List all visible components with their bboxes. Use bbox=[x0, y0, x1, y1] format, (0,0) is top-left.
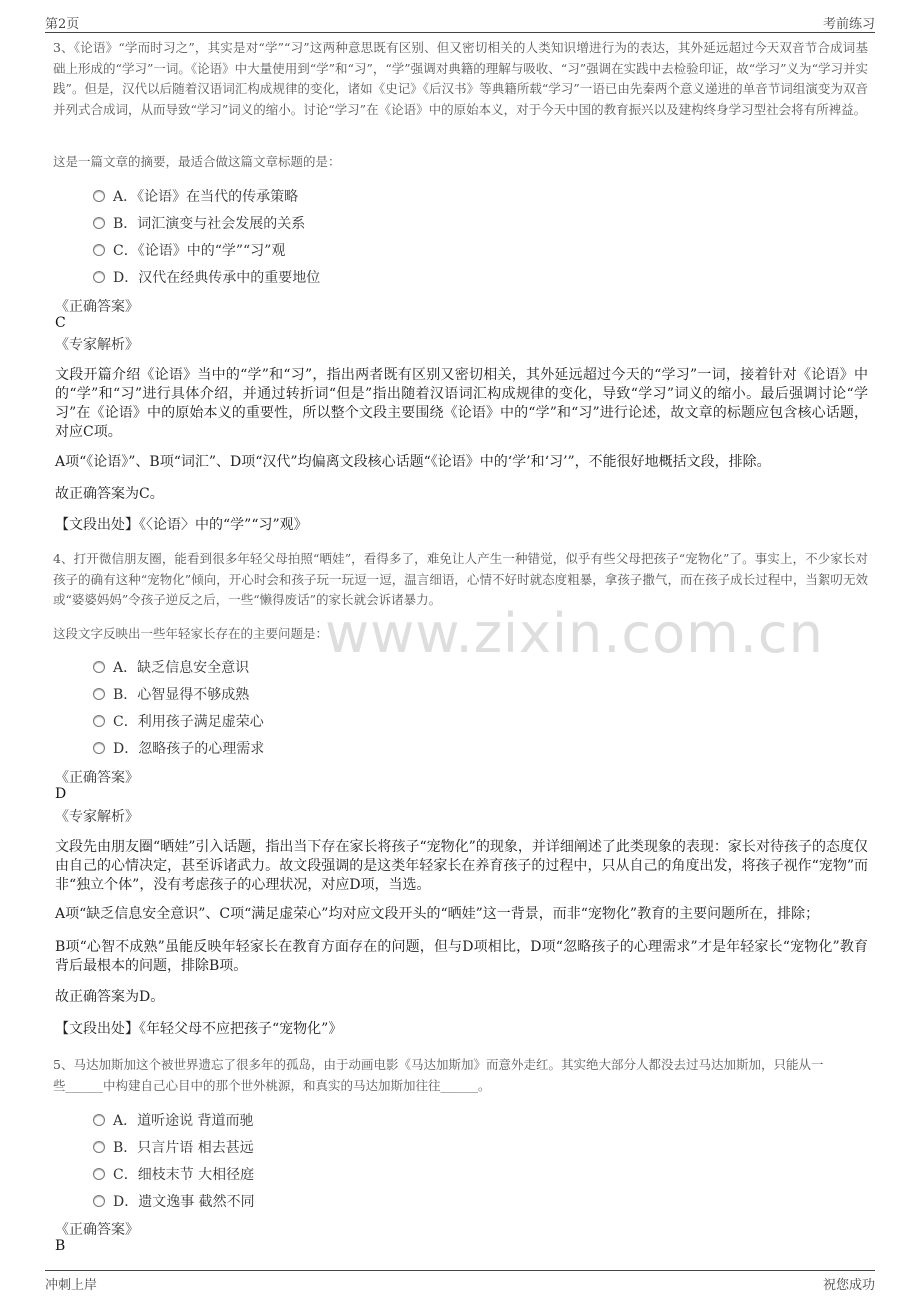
q4-analysis-p3: B项“心智不成熟”虽能反映年轻家长在教育方面存在的问题，但与D项相比，D项“忽略孩子的心理需求”才是年轻家长“宠物化”教育背后最根本的问题，排除B项。 bbox=[55, 939, 868, 974]
radio-icon[interactable] bbox=[93, 715, 105, 727]
q3-answer-label: 《正确答案》 bbox=[55, 299, 139, 315]
radio-icon[interactable] bbox=[93, 1114, 105, 1126]
q4-analysis-label: 《专家解析》 bbox=[55, 809, 139, 825]
q3-option-b[interactable]: B．词汇演变与社会发展的关系 bbox=[93, 213, 305, 233]
radio-icon[interactable] bbox=[93, 190, 105, 202]
footer-right-text: 祝您成功 bbox=[822, 1278, 875, 1293]
q4-prompt: 这段文字反映出一些年轻家长存在的主要问题是： bbox=[53, 626, 329, 641]
q4-analysis-p4: 故正确答案为D。 bbox=[55, 989, 165, 1005]
radio-icon[interactable] bbox=[93, 1168, 105, 1180]
radio-icon[interactable] bbox=[93, 217, 105, 229]
q4-analysis-p1: 文段先由朋友圈“晒娃”引入话题，指出当下存在家长将孩子“宠物化”的现象，并详细阐述了此类现象的表现：家长对待孩子的态度仅由自己的心情决定，甚至诉诸武力。故文段强调的是这类年轻家长在养育孩子的过程中，只从自己的角度出发，将孩子视作“宠物”而非“独立个体”，没有考虑孩子的心理状况，对应D项，当选。 bbox=[55, 839, 868, 893]
q4-analysis-p2: A项“缺乏信息安全意识”、C项“满足虚荣心”均对应文段开头的“晒娃”这一背景，而非“宠物化”教育的主要问题所在，排除； bbox=[55, 906, 820, 922]
q5-passage-line1: 5、马达加斯加这个被世界遗忘了很多年的孤岛，由于动画电影《马达加斯加》而意外走红。其实绝大部分人都没去过马达加斯加，只能从一 bbox=[53, 1057, 824, 1072]
q5-option-b[interactable]: B．只言片语 相去甚远 bbox=[93, 1137, 254, 1157]
q3-option-d[interactable]: D．汉代在经典传承中的重要地位 bbox=[93, 267, 320, 287]
q4-option-d[interactable]: D．忽略孩子的心理需求 bbox=[93, 738, 264, 758]
q4-answer-label: 《正确答案》 bbox=[55, 770, 139, 786]
page-footer bbox=[45, 1270, 875, 1293]
header-title: 考前练习 bbox=[822, 17, 875, 32]
q4-answer: D bbox=[55, 786, 67, 802]
radio-icon[interactable] bbox=[93, 661, 105, 673]
footer-left-text: 冲刺上岸 bbox=[45, 1278, 98, 1293]
page-header bbox=[45, 10, 875, 33]
q3-prompt: 这是一篇文章的摘要，最适合做这篇文章标题的是： bbox=[53, 154, 341, 169]
page-number: 第2页 bbox=[45, 17, 80, 32]
q3-option-a[interactable]: A．《论语》在当代的传承策略 bbox=[93, 186, 298, 206]
q3-answer: C bbox=[55, 315, 66, 331]
q4-option-a[interactable]: A．缺乏信息安全意识 bbox=[93, 657, 249, 677]
radio-icon[interactable] bbox=[93, 1141, 105, 1153]
q5-option-c[interactable]: C．细枝末节 大相径庭 bbox=[93, 1164, 254, 1184]
q3-analysis-p3: 故正确答案为C。 bbox=[55, 486, 164, 502]
q5-passage-line2: 些______中构建自己心目中的那个世外桃源，和真实的马达加斯加往往______。 bbox=[53, 1078, 491, 1093]
radio-icon[interactable] bbox=[93, 1195, 105, 1207]
q4-passage: 4、打开微信朋友圈，能看到很多年轻父母拍照“晒娃”，看得多了，难免让人产生一种错觉，似乎有些父母把孩子“宠物化”了。事实上，不少家长对孩子的确有这种“宠物化”倾向，开心时会和孩子玩一玩逗一逗，温言细语，心情不好时就态度粗暴，拿孩子撒气，而在孩子成长过程中，当絮叨无效或“婆婆妈妈”令孩子逆反之后，一些“懒得废话”的家长就会诉诸暴力。 bbox=[53, 551, 868, 607]
q4-option-b[interactable]: B．心智显得不够成熟 bbox=[93, 684, 249, 704]
radio-icon[interactable] bbox=[93, 688, 105, 700]
q5-answer: B bbox=[55, 1238, 66, 1254]
q5-option-a[interactable]: A．道听途说 背道而驰 bbox=[93, 1110, 254, 1130]
q3-analysis-p1: 文段开篇介绍《论语》当中的“学”和“习”，指出两者既有区别又密切相关，其外延远超过今天的“学习”一词，接着针对《论语》中的“学”和“习”进行具体介绍，并通过转折词“但是”指出随着汉语词汇构成规律的变化，导致“学习”词义的缩小。最后强调讨论“学习”在《论语》中的原始本义的重要性，所以整个文段主要围绕《论语》中的“学”和“习”进行论述，故文章的标题应包含核心话题，对应C项。 bbox=[55, 367, 868, 440]
q5-option-d[interactable]: D．遗文逸事 截然不同 bbox=[93, 1191, 255, 1211]
radio-icon[interactable] bbox=[93, 244, 105, 256]
radio-icon[interactable] bbox=[93, 271, 105, 283]
q3-analysis-label: 《专家解析》 bbox=[55, 337, 139, 353]
q3-passage: 3、《论语》“学而时习之”，其实是对“学”“习”这两种意思既有区别、但又密切相关的人类知识增进行为的表达，其外延远超过今天双音节合成词基础上形成的“学习”一词。《论语》中大量使用到“学”和“习”，“学”强调对典籍的理解与吸收、“习”强调在实践中去检验印证，故“学习”义为“学习并实践”。但是，汉代以后随着汉语词汇构成规律的变化，诸如《史记》《后汉书》等典籍所载“学习”一语已由先秦两个意义递进的单音节词组演变为双音并列式合成词，从而导致“学习”词义的缩小。讨论“学习”在《论语》中的原始本义，对于今天中国的教育振兴以及建构终身学习型社会将有所裨益。 bbox=[53, 40, 868, 117]
q3-source: 【文段出处】《〈论语〉中的“学”“习”观》 bbox=[55, 517, 308, 533]
q3-option-c[interactable]: C．《论语》中的“学”“习”观 bbox=[93, 240, 285, 260]
radio-icon[interactable] bbox=[93, 742, 105, 754]
q4-option-c[interactable]: C．利用孩子满足虚荣心 bbox=[93, 711, 264, 731]
q3-analysis-p2: A项“《论语》”、B项“词汇”、D项“汉代”均偏离文段核心话题“《论语》中的‘学’和‘习’”，不能很好地概括文段，排除。 bbox=[55, 454, 771, 470]
q5-answer-label: 《正确答案》 bbox=[55, 1222, 139, 1238]
watermark: www.zixin.com.cn bbox=[325, 602, 824, 665]
q4-source: 【文段出处】《年轻父母不应把孩子“宠物化”》 bbox=[55, 1021, 343, 1037]
